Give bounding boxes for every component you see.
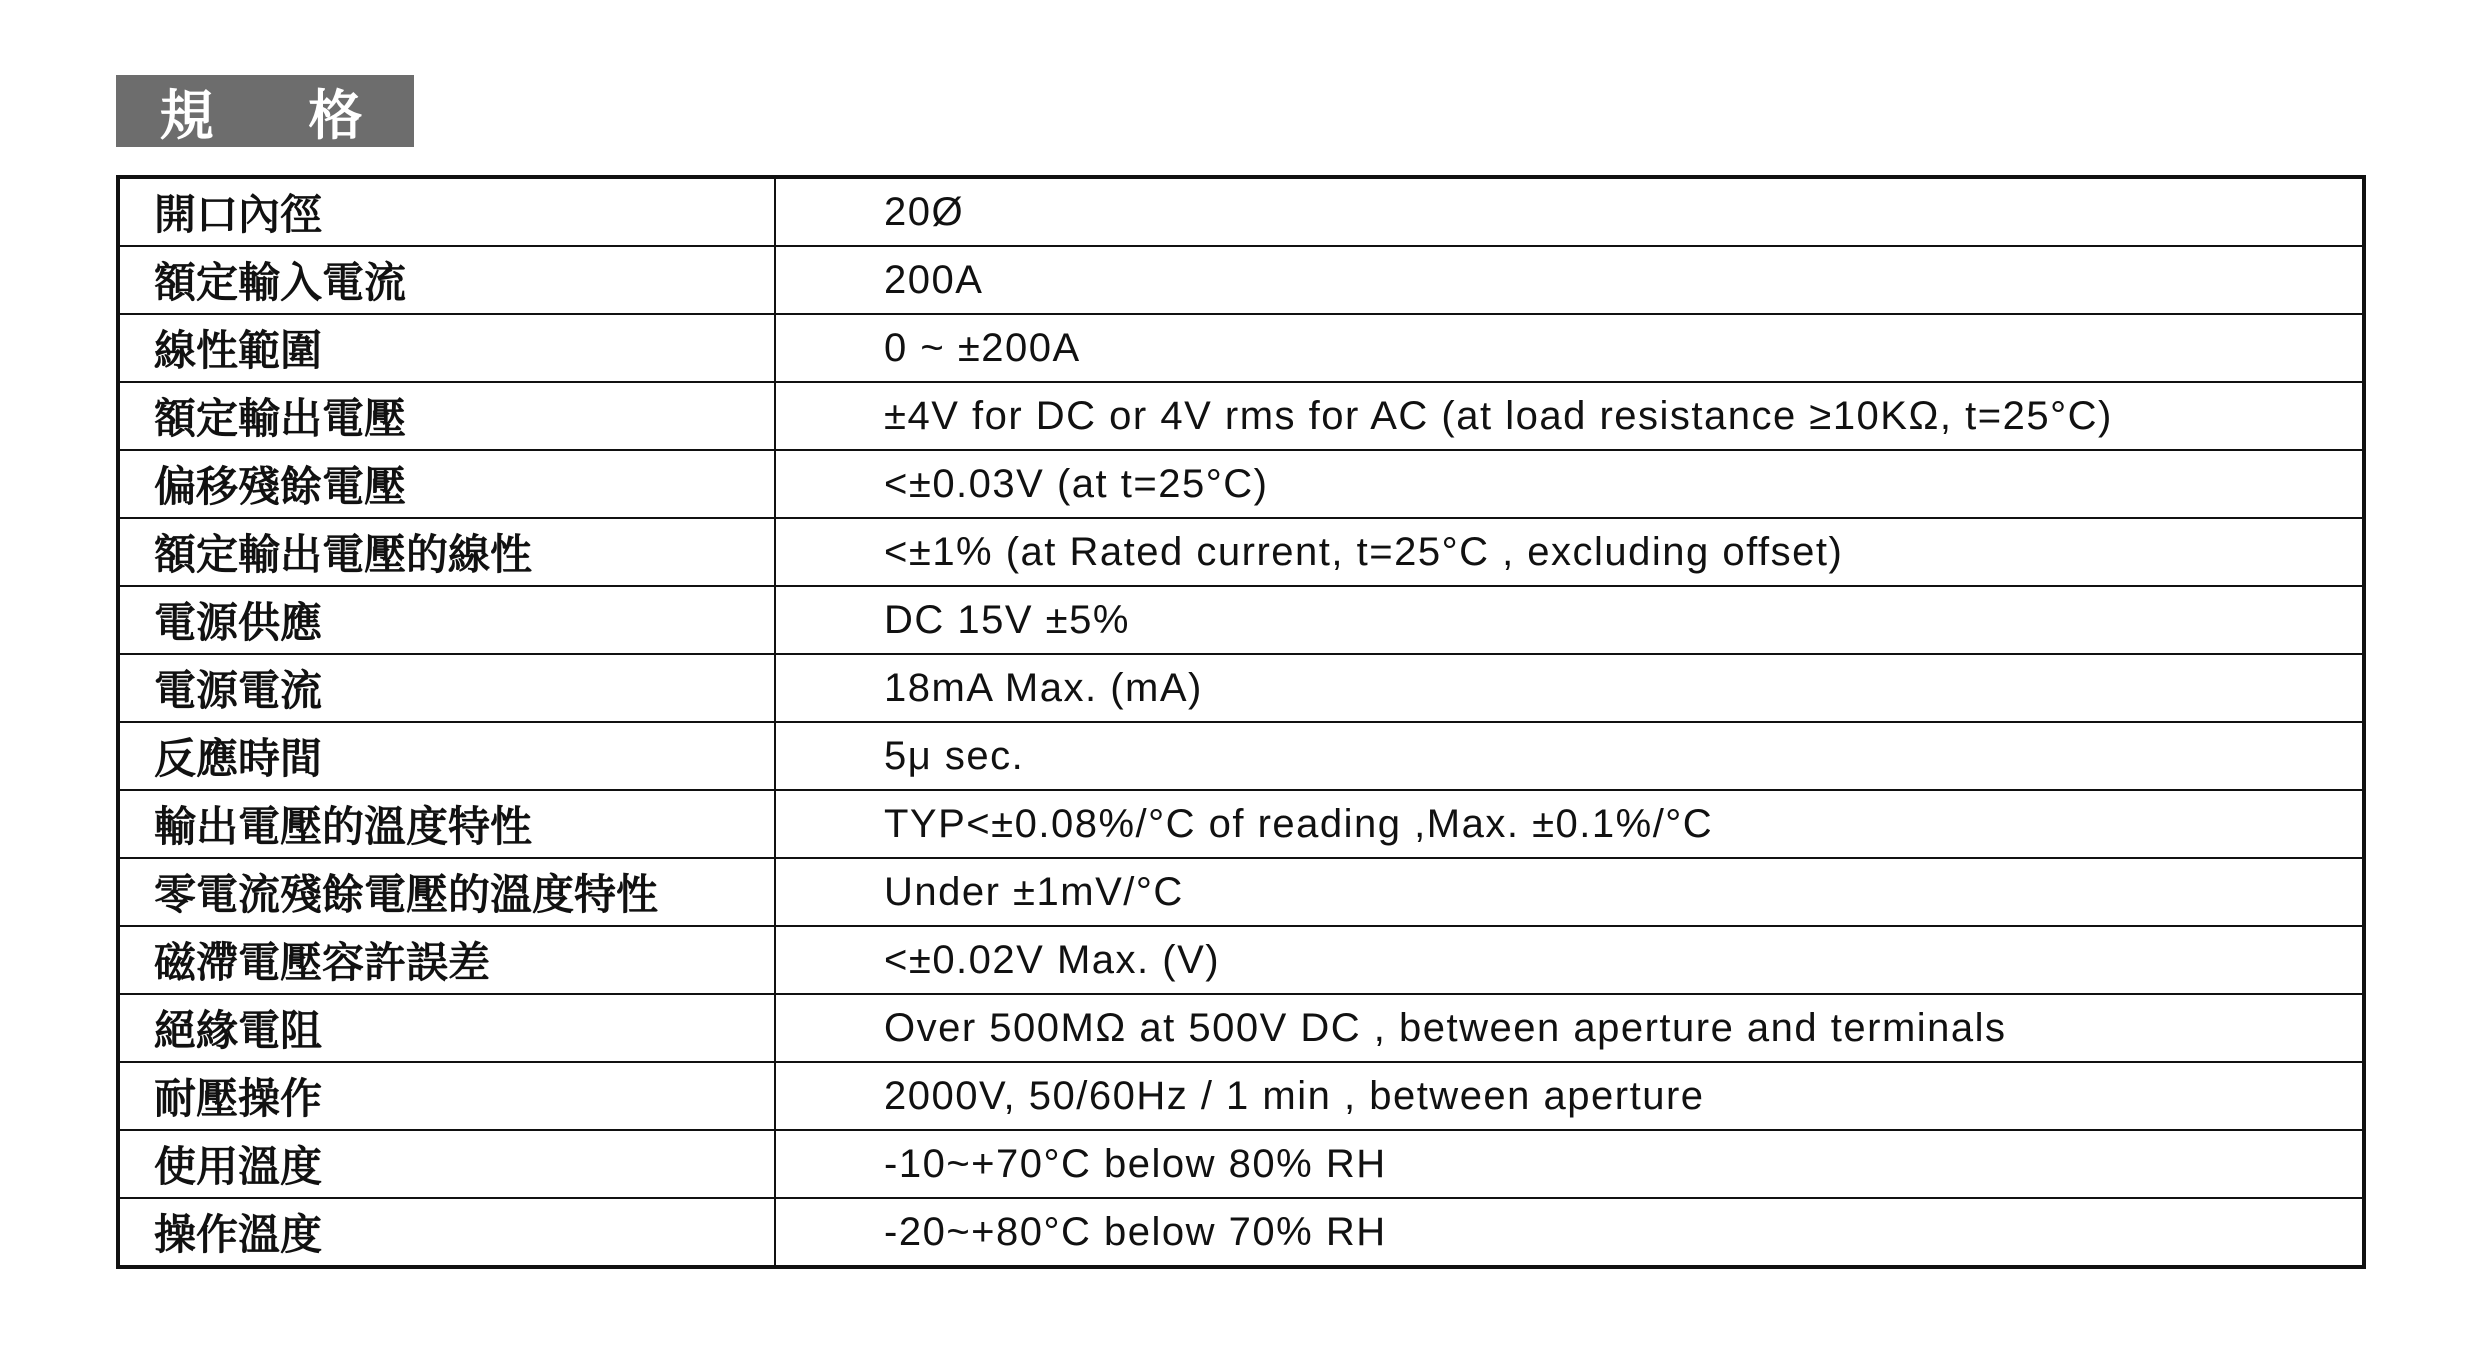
spec-value: 20Ø xyxy=(775,177,2364,246)
spec-label: 使用溫度 xyxy=(118,1130,775,1198)
spec-label: 偏移殘餘電壓 xyxy=(118,450,775,518)
table-row xyxy=(118,1130,2364,1198)
spec-value: 200A xyxy=(775,246,2364,314)
spec-label: 零電流殘餘電壓的溫度特性 xyxy=(118,858,775,926)
spec-value: <±1% (at Rated current, t=25°C , excluding offset) xyxy=(775,518,2364,586)
table-row xyxy=(118,1062,2364,1130)
spec-value: -20~+80°C below 70% RH xyxy=(775,1198,2364,1267)
spec-label: 操作溫度 xyxy=(118,1198,775,1267)
spec-value: 18mA Max. (mA) xyxy=(775,654,2364,722)
spec-value: 5μ sec. xyxy=(775,722,2364,790)
spec-value: DC 15V ±5% xyxy=(775,586,2364,654)
spec-label: 額定輸入電流 xyxy=(118,246,775,314)
spec-label: 線性範圍 xyxy=(118,314,775,382)
table-row xyxy=(118,177,2364,246)
spec-table-body xyxy=(118,177,2364,1267)
table-row xyxy=(118,1198,2364,1267)
spec-value: ±4V for DC or 4V rms for AC (at load resistance ≥10KΩ, t=25°C) xyxy=(775,382,2364,450)
spec-label: 反應時間 xyxy=(118,722,775,790)
spec-value: Over 500MΩ at 500V DC , between aperture and terminals xyxy=(775,994,2364,1062)
table-row xyxy=(118,450,2364,518)
spec-table xyxy=(116,175,2366,1269)
table-row xyxy=(118,858,2364,926)
spec-value: TYP<±0.08%/°C of reading ,Max. ±0.1%/°C xyxy=(775,790,2364,858)
spec-label: 絕緣電阻 xyxy=(118,994,775,1062)
spec-label: 額定輸出電壓 xyxy=(118,382,775,450)
spec-label: 額定輸出電壓的線性 xyxy=(118,518,775,586)
table-row xyxy=(118,382,2364,450)
spec-value: <±0.02V Max. (V) xyxy=(775,926,2364,994)
spec-label: 耐壓操作 xyxy=(118,1062,775,1130)
spec-label: 輸出電壓的溫度特性 xyxy=(118,790,775,858)
table-row xyxy=(118,518,2364,586)
spec-value: Under ±1mV/°C xyxy=(775,858,2364,926)
table-row xyxy=(118,246,2364,314)
spec-value: 0 ~ ±200A xyxy=(775,314,2364,382)
section-title: 規 格 xyxy=(116,75,414,147)
spec-value: <±0.03V (at t=25°C) xyxy=(775,450,2364,518)
table-row xyxy=(118,722,2364,790)
table-row xyxy=(118,314,2364,382)
table-row xyxy=(118,654,2364,722)
spec-value: -10~+70°C below 80% RH xyxy=(775,1130,2364,1198)
table-row xyxy=(118,790,2364,858)
table-row xyxy=(118,586,2364,654)
table-row xyxy=(118,994,2364,1062)
spec-value: 2000V, 50/60Hz / 1 min , between aperture xyxy=(775,1062,2364,1130)
spec-label: 電源電流 xyxy=(118,654,775,722)
spec-label: 電源供應 xyxy=(118,586,775,654)
spec-label: 磁滯電壓容許誤差 xyxy=(118,926,775,994)
table-row xyxy=(118,926,2364,994)
spec-label: 開口內徑 xyxy=(118,177,775,246)
